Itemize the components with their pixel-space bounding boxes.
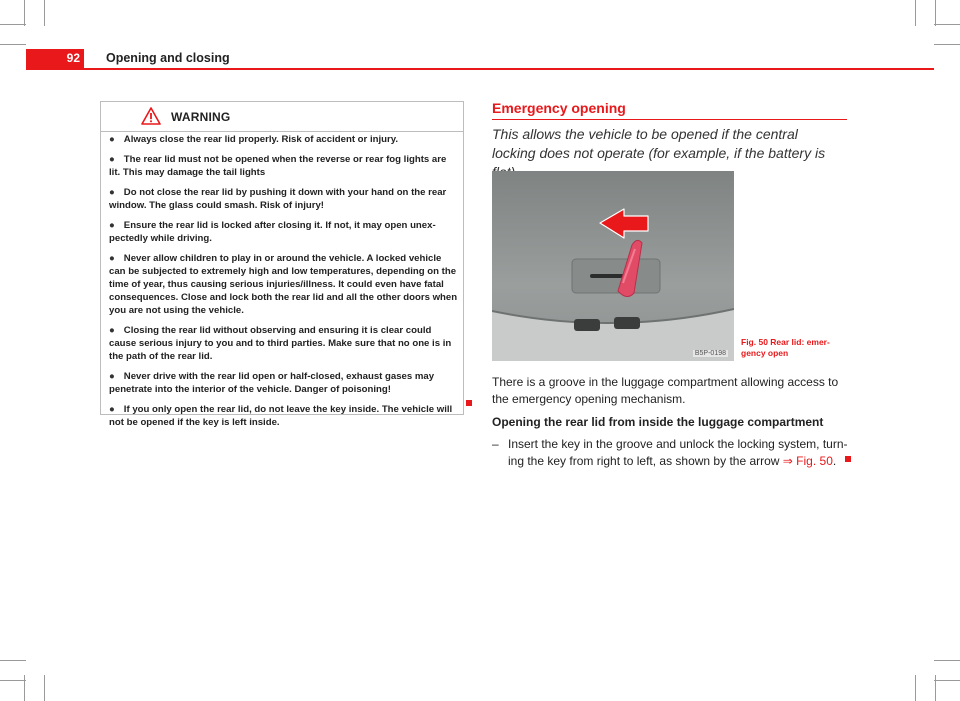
warning-item: ● The rear lid must not be opened when the reverse or rear fog lights are lit. This may damage the tail lights bbox=[109, 154, 447, 178]
crop-mark bbox=[934, 44, 960, 45]
crop-mark bbox=[44, 0, 45, 26]
section-heading: Emergency opening bbox=[492, 100, 626, 116]
step-dash: – bbox=[492, 437, 499, 451]
crop-mark bbox=[934, 660, 960, 661]
instruction-step bbox=[492, 436, 852, 470]
crop-mark bbox=[915, 675, 916, 701]
figure-rear-lid bbox=[492, 171, 734, 361]
section-intro: This allows the vehicle to be opened if the central locking does not operate (for example, if the battery is bbox=[492, 126, 826, 161]
warning-list bbox=[109, 133, 459, 436]
bullet-icon: ● bbox=[109, 325, 115, 336]
warning-item: ● Ensure the rear lid is locked after closing it. If not, it may open unex-pectedly while driving. bbox=[109, 220, 436, 244]
page-title: Opening and closing bbox=[106, 51, 230, 65]
rear-lid-illustration bbox=[492, 171, 734, 361]
crop-mark bbox=[935, 675, 936, 701]
bullet-icon: ● bbox=[109, 187, 115, 198]
section-end-mark-icon bbox=[845, 456, 851, 462]
warning-triangle-icon bbox=[141, 107, 161, 125]
warning-item: ● Closing the rear lid without observing and ensuring it is clear could cause serious injury to you and to third parties. Make sure that no one is in the path of the rear lid. bbox=[109, 325, 452, 362]
warning-end-mark-icon bbox=[466, 400, 472, 406]
warning-item: ● Never drive with the rear lid open or half-closed, exhaust gases may penetrate into the interior of the vehicle. Danger of poisoning! bbox=[109, 371, 435, 395]
crop-mark bbox=[0, 24, 26, 25]
body-text: There is a groove in the luggage compartment allowing access to the emergency opening mechanism. bbox=[492, 375, 839, 406]
header-rule bbox=[26, 68, 934, 70]
step-text: Insert the key in the groove and unlock the locking system, turn-ing the key from right to left, as shown by the arrow ⇒ Fig. 50. bbox=[508, 437, 848, 468]
warning-item: ● Never allow children to play in or around the vehicle. A locked vehicle can be subjected to extremely high and low temperatures, depending on the time of year, thus causing serious injuries/illness. It could even have fatal consequences. Close and lock both the rear lid and all the other doors when you are not using the vehicle. bbox=[109, 253, 458, 316]
warning-title: WARNING bbox=[171, 110, 231, 124]
crop-mark bbox=[0, 44, 26, 45]
crop-mark bbox=[24, 0, 25, 26]
bullet-icon: ● bbox=[109, 134, 115, 145]
section-rule bbox=[492, 119, 847, 120]
bullet-icon: ● bbox=[109, 404, 115, 415]
warning-item: ● Always close the rear lid properly. Risk of accident or injury. bbox=[109, 134, 399, 145]
crop-mark bbox=[915, 0, 916, 26]
page-number: 92 bbox=[26, 49, 84, 68]
bullet-icon: ● bbox=[109, 220, 115, 231]
crop-mark bbox=[44, 675, 45, 701]
warning-item: ● If you only open the rear lid, do not leave the key inside. The vehicle will not be opened if the key is left inside. bbox=[109, 404, 453, 428]
crop-mark bbox=[935, 0, 936, 26]
warning-header bbox=[101, 102, 463, 132]
figure-code: B5P-0198 bbox=[694, 350, 726, 357]
figure-caption: Fig. 50 Rear lid: emer-gency open bbox=[741, 337, 830, 358]
bullet-icon: ● bbox=[109, 371, 115, 382]
bullet-icon: ● bbox=[109, 154, 115, 165]
figure-reference-link[interactable]: ⇒ Fig. 50 bbox=[782, 454, 833, 468]
warning-item: ● Do not close the rear lid by pushing it down with your hand on the rear window. The glass could smash. Risk of injury! bbox=[109, 187, 447, 211]
crop-mark bbox=[0, 680, 26, 681]
crop-mark bbox=[24, 675, 25, 701]
crop-mark bbox=[934, 24, 960, 25]
crop-mark bbox=[0, 660, 26, 661]
subheading: Opening the rear lid from inside the luggage compartment bbox=[492, 415, 824, 429]
crop-mark bbox=[934, 680, 960, 681]
warning-box bbox=[100, 101, 464, 428]
bullet-icon: ● bbox=[109, 253, 115, 264]
